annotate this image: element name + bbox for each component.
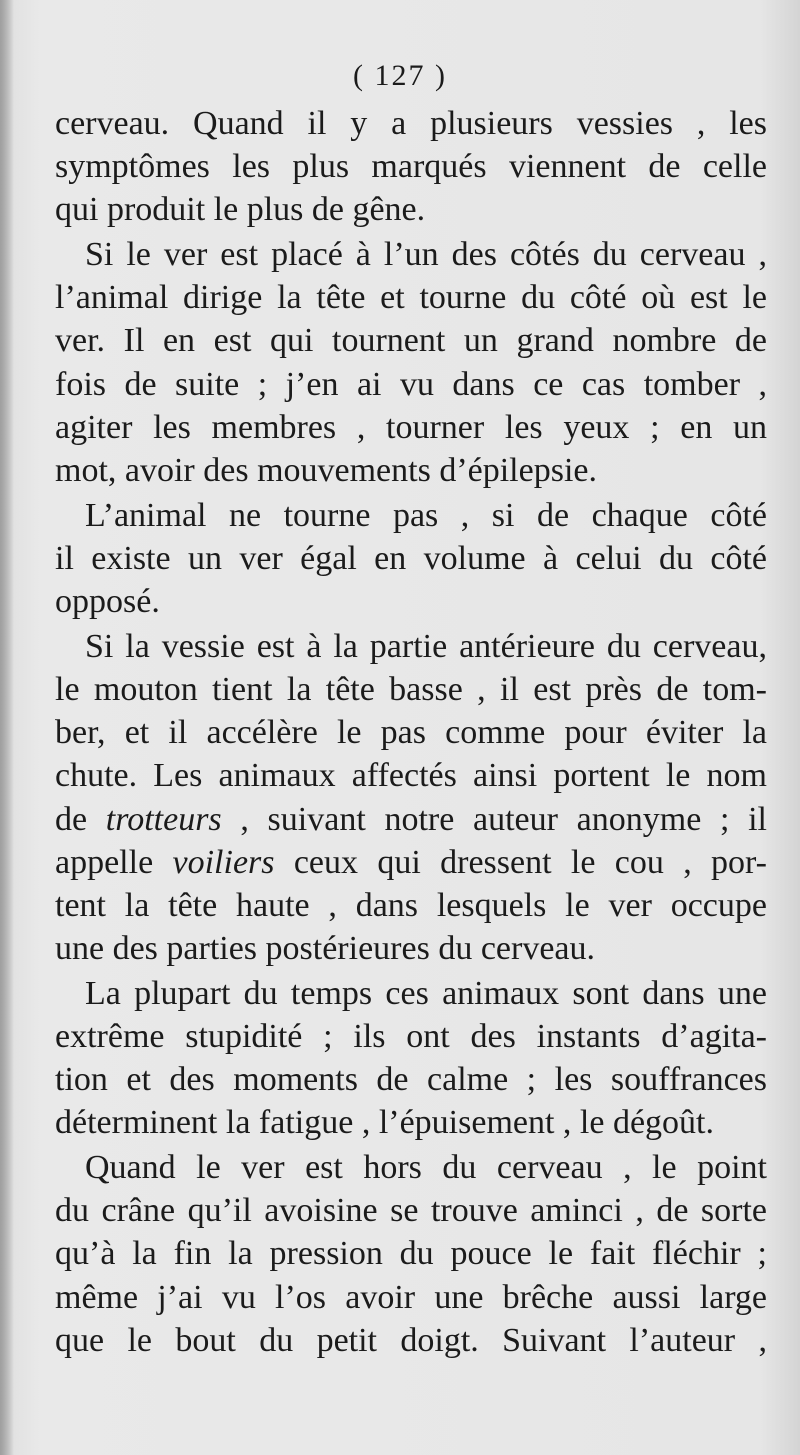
paragraph (55, 1146, 767, 1361)
text-line: mot, avoir des mouvements d’épilepsie. (55, 451, 597, 489)
paragraph (55, 102, 767, 231)
text-line: Si la vessie est à la partie antérieure du cerveau, (85, 628, 767, 666)
text-line: opposé. (55, 583, 160, 621)
text-line: une des parties postérieures du cerveau. (55, 929, 595, 967)
page-number: ( 127 ) (353, 59, 447, 92)
text-line: symptômes les plus marqués viennent de celle (55, 148, 767, 186)
page-gutter-shadow (0, 0, 14, 1455)
text-line: cerveau. Quand il y a plusieurs vessies , les (55, 105, 767, 142)
page-body-text (55, 102, 767, 1362)
text-line: fois de suite ; j’en ai vu dans ce cas tomber , (55, 365, 767, 403)
paragraph (55, 233, 767, 492)
text-line: Quand le ver est hors du cerveau , le point (85, 1149, 767, 1187)
text-line: tion et des moments de calme ; les souffrances (55, 1061, 767, 1099)
text-line: extrême stupidité ; ils ont des instants d’agita- (55, 1017, 767, 1055)
text-line: Si le ver est placé à l’un des côtés du cerveau , (85, 236, 767, 274)
text-line: même j’ai vu l’os avoir une brêche aussi large (55, 1278, 767, 1316)
text-line: qui produit le plus de gêne. (55, 191, 426, 229)
paragraph (55, 494, 767, 623)
text-line: l’animal dirige la tête et tourne du côté où est le (55, 279, 767, 317)
text-line: que le bout du petit doigt. Suivant l’auteur , (55, 1321, 767, 1359)
text-line: agiter les membres , tourner les yeux ; en un (55, 408, 767, 446)
text-line: ver. Il en est qui tournent un grand nombre de (55, 322, 767, 360)
text-line: ber, et il accélère le pas comme pour éviter la (55, 714, 767, 752)
text-line: chute. Les animaux affectés ainsi portent le nom (55, 757, 767, 795)
paragraph (55, 972, 767, 1144)
text-line: tent la tête haute , dans lesquels le ver occupe (55, 886, 767, 924)
text-line: il existe un ver égal en volume à celui du côté (55, 539, 767, 577)
text-line: le mouton tient la tête basse , il est près de tom- (55, 671, 767, 709)
text-line: appelle voiliers ceux qui dressent le cou , por- (55, 843, 767, 881)
text-line: qu’à la fin la pression du pouce le fait fléchir ; (55, 1235, 767, 1273)
text-line: déterminent la fatigue , l’épuisement , le dégoût. (55, 1104, 714, 1142)
text-line: du crâne qu’il avoisine se trouve aminci , de sorte (55, 1192, 767, 1230)
text-line: L’animal ne tourne pas , si de chaque côté (85, 496, 767, 534)
paragraph (55, 625, 767, 970)
text-line: de trotteurs , suivant notre auteur anonyme ; il (55, 800, 768, 838)
text-line: La plupart du temps ces animaux sont dans une (85, 974, 767, 1012)
